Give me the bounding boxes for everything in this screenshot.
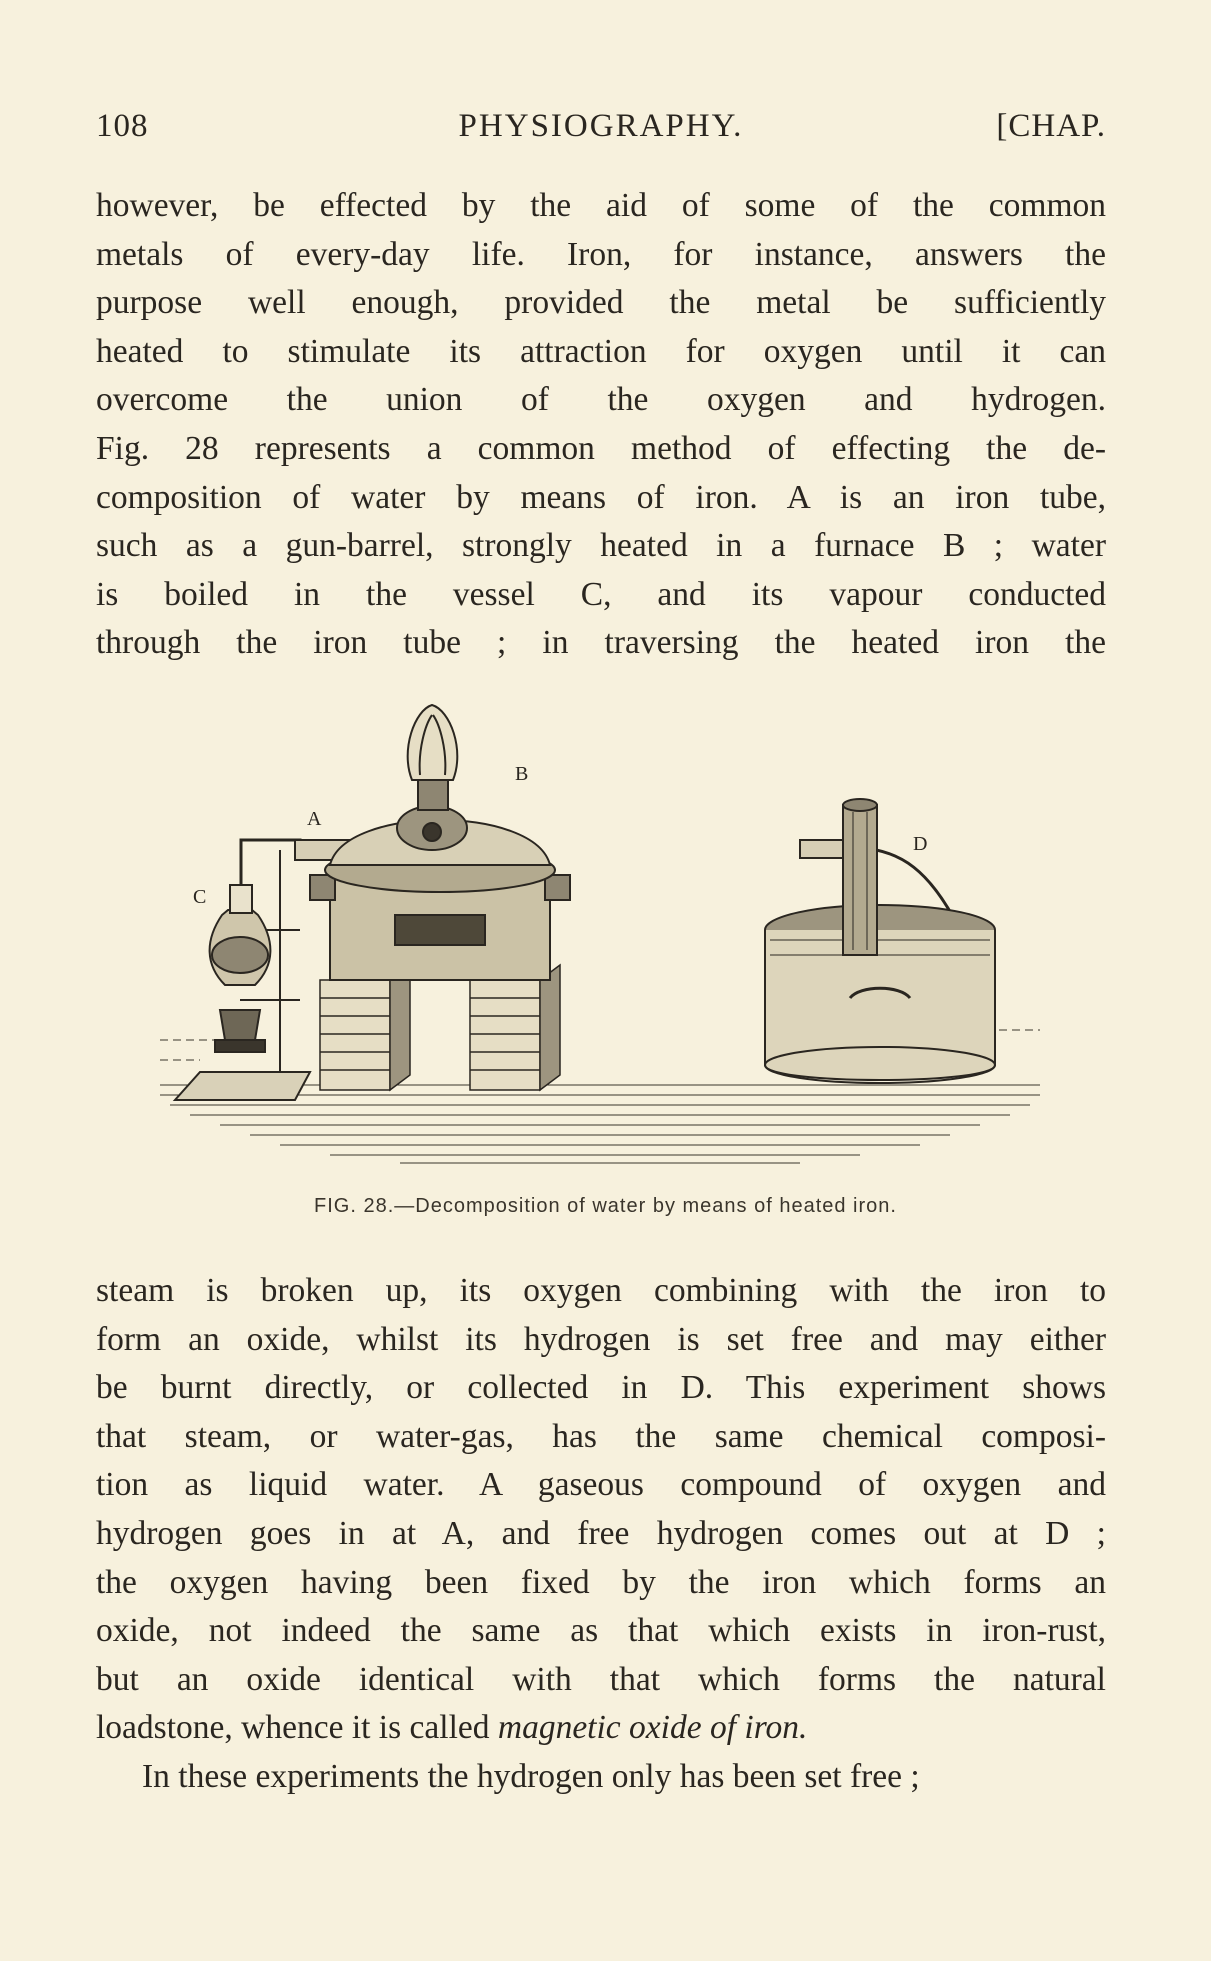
paragraph-start: In these experiments the hydrogen only has been set free ; [142, 1757, 920, 1795]
italic-term: magnetic oxide of iron. [497, 1709, 808, 1747]
text-line: such as a gun-barrel, strongly heated in a furnace B ; water [96, 527, 1106, 565]
furnace [310, 780, 570, 980]
text-line: however, be effected by the aid of some of the common [96, 187, 1106, 224]
figure-apparatus [160, 700, 1040, 1190]
text-line: heated to stimulate its attraction for oxygen until it can [96, 332, 1106, 370]
text-line: composition of water by means of iron. A is an iron tube, [96, 478, 1106, 516]
pneumatic-trough [765, 905, 995, 1083]
label-d: D [913, 833, 928, 855]
brick-pillars [320, 965, 560, 1090]
text-line: tion as liquid water. A gaseous compound of oxygen and [96, 1466, 1106, 1504]
text-line: be burnt directly, or collected in D. This experiment shows [96, 1369, 1106, 1407]
text-span: loadstone, whence it is called [96, 1709, 498, 1747]
text-line: the oxygen having been fixed by the iron which forms an [96, 1563, 1106, 1601]
text-line-final [96, 1704, 1106, 1753]
label-c: C [193, 886, 207, 908]
text-line: through the iron tube ; in traversing the heated iron the [96, 624, 1106, 662]
flame [408, 705, 458, 780]
text-line: steam is broken up, its oxygen combining with the iron to [96, 1272, 1106, 1309]
text-line: is boiled in the vessel C, and its vapour conducted [96, 575, 1106, 613]
apparatus-illustration [160, 700, 1040, 1190]
text-line: metals of every-day life. Iron, for instance, answers the [96, 235, 1106, 273]
text-line: overcome the union of the oxygen and hydrogen. [96, 381, 1106, 419]
label-a: A [307, 808, 322, 830]
label-b: B [515, 763, 529, 785]
text-line: purpose well enough, provided the metal be sufficiently [96, 284, 1106, 322]
running-title: PHYSIOGRAPHY. [458, 108, 744, 144]
body-text-bottom [96, 1267, 1106, 1802]
gas-jar [843, 799, 877, 955]
chapter-marker: [CHAP. [996, 108, 1106, 144]
text-line: oxide, not indeed the same as that which exists in iron-rust, [96, 1612, 1106, 1650]
boiling-flask [210, 840, 300, 1052]
figure-caption: FIG. 28.—Decomposition of water by means of heated iron. [314, 1195, 897, 1217]
text-line: but an oxide identical with that which forms the natural [96, 1660, 1106, 1698]
body-text-top [96, 182, 1106, 668]
text-line: form an oxide, whilst its hydrogen is set free and may either [96, 1320, 1106, 1358]
text-line: hydrogen goes in at A, and free hydrogen comes out at D ; [96, 1514, 1106, 1552]
text-line: Fig. 28 represents a common method of effecting the de- [96, 429, 1106, 467]
text-line: that steam, or water-gas, has the same chemical composi- [96, 1417, 1106, 1455]
page-number: 108 [96, 108, 149, 144]
running-header [96, 108, 1106, 148]
